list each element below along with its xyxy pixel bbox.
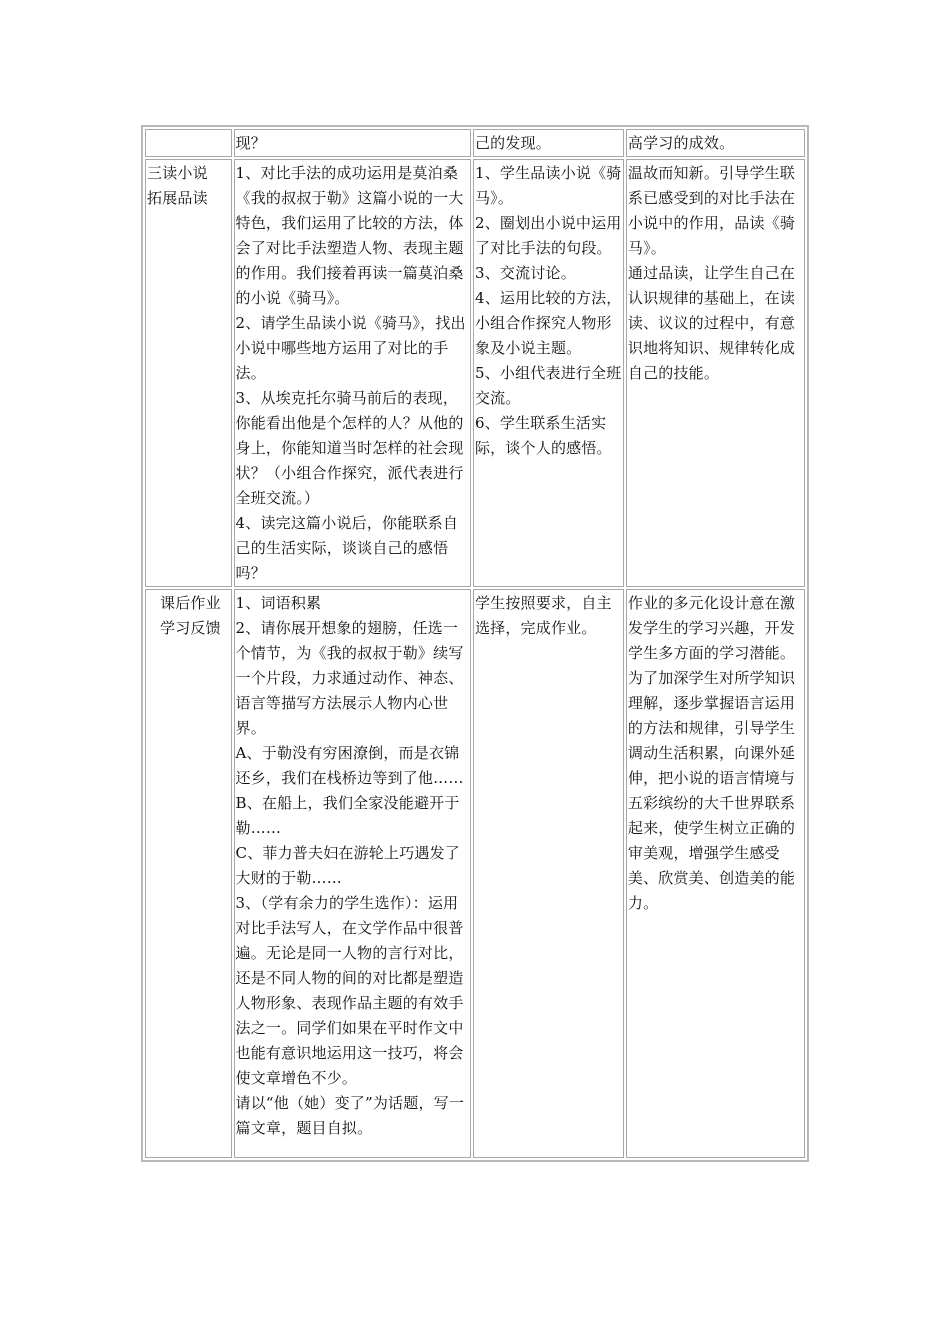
- student-activity-item: 5、小组代表进行全班交流。: [474, 364, 622, 407]
- student-activity-item: 学生按照要求，自主选择，完成作业。: [474, 594, 612, 637]
- teacher-activity-item: 1、词语积累: [235, 594, 322, 612]
- teacher-activity-item: A、于勒没有穷困潦倒，而是衣锦还乡，我们在栈桥边等到了他……: [235, 744, 464, 787]
- stage-label-line: 课后作业: [160, 594, 221, 612]
- design-intent-cell: [626, 129, 805, 157]
- teacher-activity-item: 4、读完这篇小说后，你能联系自己的生活实际，谈谈自己的感悟吗？: [235, 514, 459, 582]
- student-activity-item: 2、圈划出小说中运用了对比手法的句段。: [474, 214, 622, 257]
- stage-cell: [145, 589, 232, 1158]
- student-activity-item: 4、运用比较的方法，小组合作探究人物形象及小说主题。: [474, 289, 622, 357]
- teacher-activity-cell: [234, 159, 471, 587]
- student-activity-cell: [473, 589, 624, 1158]
- teacher-activity-cell: [234, 129, 471, 157]
- stage-label-line: 学习反馈: [160, 619, 221, 637]
- design-intent-item: 为了加深学生对所学知识理解，逐步掌握语言运用的方法和规律，引导学生调动生活积累，向课外延伸，把小说的语言情境与五彩缤纷的大千世界联系起来，使学生树立正确的审美观，增强学生感受美、欣赏美、创造美的能力。: [627, 669, 796, 912]
- table-row: [145, 589, 805, 1158]
- teacher-activity-item: 3、从埃克托尔骑马前后的表现，你能看出他是个怎样的人？从他的身上，你能知道当时怎样的社会现状？（小组合作探究，派代表进行全班交流。）: [235, 389, 464, 507]
- teacher-activity-item: 1、对比手法的成功运用是莫泊桑《我的叔叔于勒》这篇小说的一大特色，我们运用了比较的方法，体会了对比手法塑造人物、表现主题的作用。我们接着再读一篇莫泊桑的小说《骑马》。: [235, 164, 464, 307]
- stage-cell: [145, 129, 232, 157]
- teacher-activity-item: C、菲力普夫妇在游轮上巧遇发了大财的于勒……: [235, 844, 460, 887]
- teacher-activity-item: 请以“他（她）变了”为话题，写一篇文章，题目自拟。: [235, 1094, 465, 1137]
- student-activity-item: 1、学生品读小说《骑马》。: [474, 164, 622, 207]
- design-intent-item: 通过品读，让学生自己在认识规律的基础上，在读读、议议的过程中，有意识地将知识、规律转化成自己的技能。: [627, 264, 796, 382]
- teacher-activity-item: 2、请你展开想象的翅膀，任选一个情节，为《我的叔叔于勒》续写一个片段，力求通过动作、神态、语言等描写方法展示人物内心世界。: [235, 619, 464, 737]
- student-activity-item: 3、交流讨论。: [474, 264, 576, 282]
- design-intent-text: 高学习的成效。: [627, 134, 735, 152]
- table-row: [145, 159, 805, 587]
- stage-label-line: 三读小说: [147, 164, 208, 182]
- student-activity-cell: [473, 129, 624, 157]
- stage-cell: [145, 159, 232, 587]
- table-row: [145, 129, 805, 157]
- design-intent-item: 温故而知新。引导学生联系已感受到的对比手法在小说中的作用，品读《骑马》。: [627, 164, 796, 257]
- teacher-activity-cell: [234, 589, 471, 1158]
- teacher-activity-text: 现？: [235, 134, 266, 152]
- lesson-plan-table: [141, 125, 809, 1162]
- student-activity-item: 6、学生联系生活实际，谈个人的感悟。: [474, 414, 612, 457]
- teacher-activity-item: B、在船上，我们全家没能避开于勒……: [235, 794, 460, 837]
- student-activity-text: 己的发现。: [474, 134, 551, 152]
- teacher-activity-item: 2、请学生品读小说《骑马》，找出小说中哪些地方运用了对比的手法。: [235, 314, 466, 382]
- design-intent-cell: [626, 159, 805, 587]
- design-intent-cell: [626, 589, 805, 1158]
- student-activity-cell: [473, 159, 624, 587]
- stage-label-line: 拓展品读: [147, 189, 208, 207]
- design-intent-item: 作业的多元化设计意在激发学生的学习兴趣，开发学生多方面的学习潜能。: [627, 594, 796, 662]
- teacher-activity-item: 3、（学有余力的学生选作）：运用对比手法写人，在文学作品中很普遍。无论是同一人物的言行对比，还是不同人物的间的对比都是塑造人物形象、表现作品主题的有效手法之一。同学们如果在平时作文中也能有意识地运用这一技巧，将会使文章增色不少。: [235, 894, 464, 1087]
